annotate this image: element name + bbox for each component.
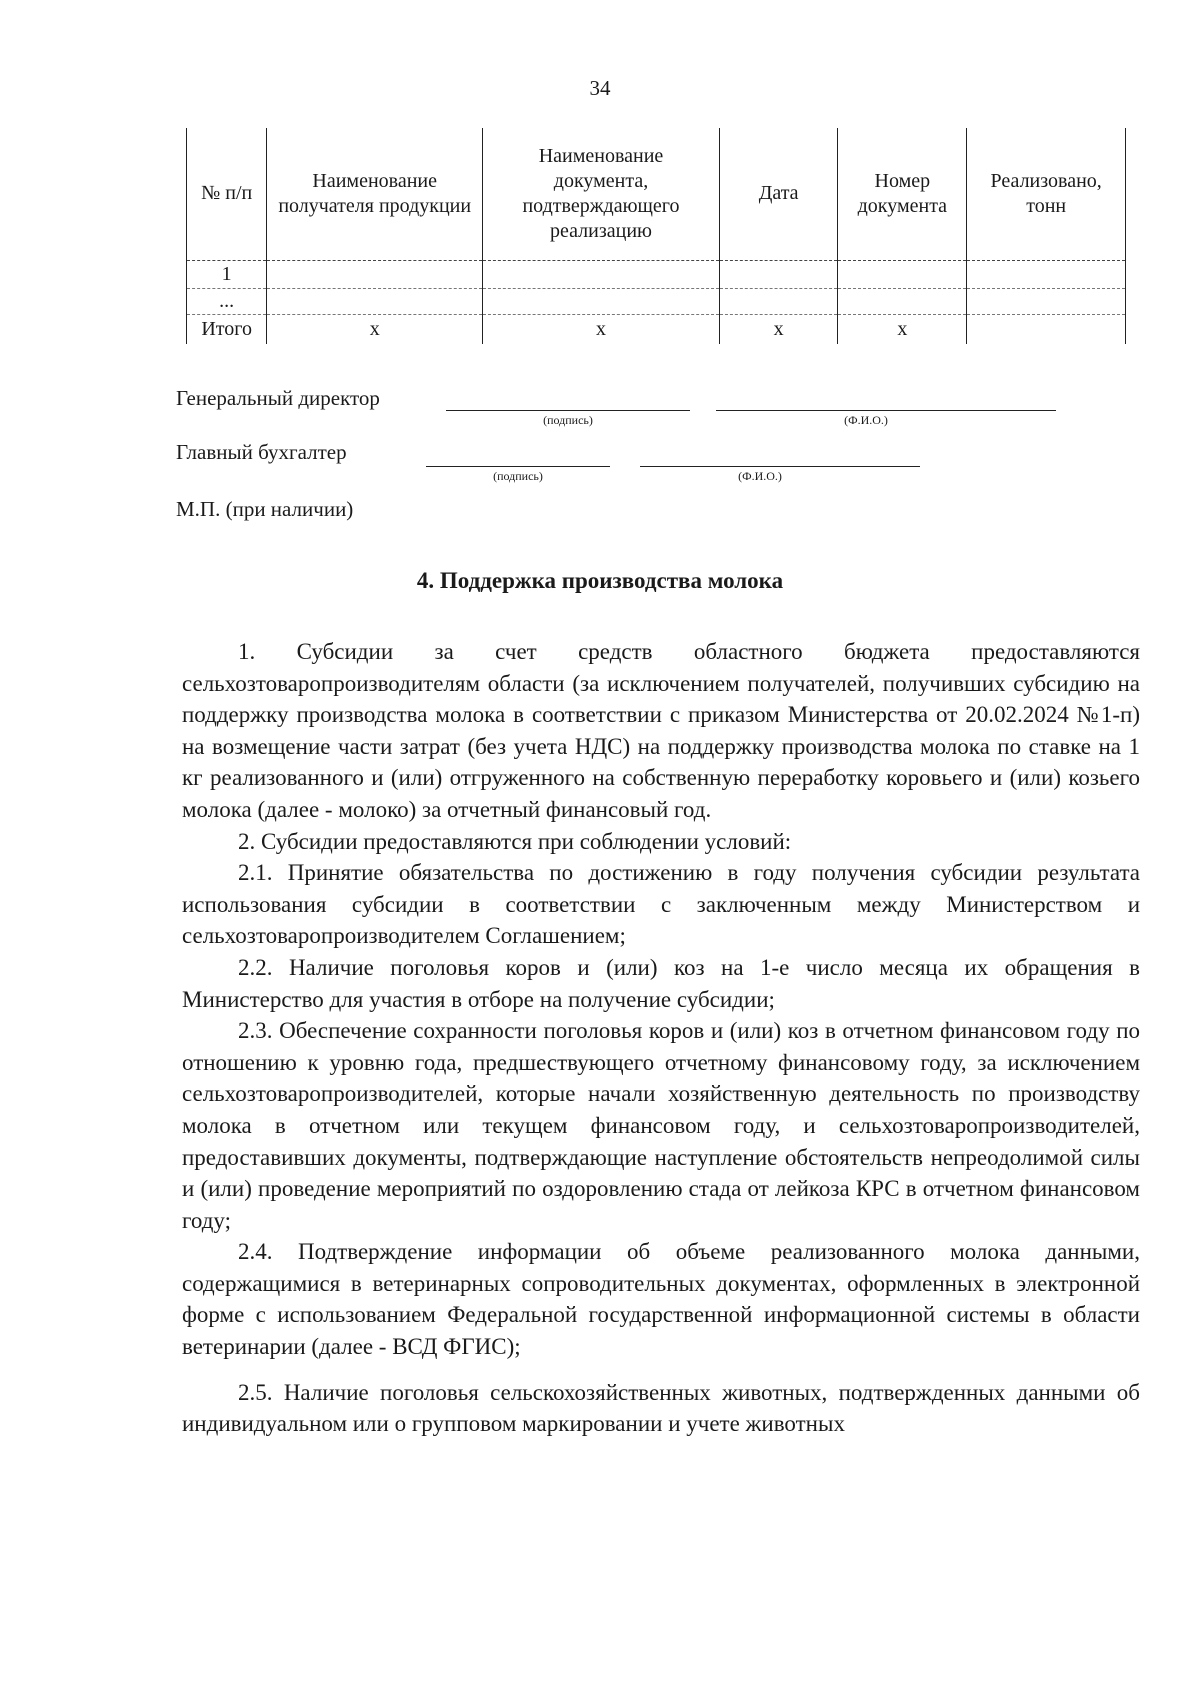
table-cell	[838, 288, 967, 314]
table-cell	[719, 288, 837, 314]
accountant-signature-caption: (подпись)	[493, 469, 543, 483]
header-recipient: Наименование получателя продукции	[267, 128, 483, 260]
table-cell: х	[719, 314, 837, 344]
table-cell	[719, 260, 837, 288]
paragraph: 1. Субсидии за счет средств областного бюджета предоставляются сельхозтоваропроизводителям области (за исключением получателей, получивших субсидию на поддержку производства молока в соответствии с приказом Министерства от 20.02.2024 №1-п) на возмещение части затрат (без учета НДС) на поддержку производства молока по ставке на 1 кг реализованного и (или) отгруженного на собственную переработку коровьего и (или) козьего молока (далее - молоко) за отчетный финансовый год.	[182, 639, 1140, 822]
paragraph: 2.1. Принятие обязательства по достижению в году получения субсидии результата использования субсидии в соответствии с заключенным между Министерством и сельхозтоваропроизводителем Соглашением;	[182, 860, 1140, 949]
header-date: Дата	[719, 128, 837, 260]
table-row	[187, 288, 1126, 314]
paragraph: 2.5. Наличие поголовья сельскохозяйственных животных, подтвержденных данными об индивидуальном или о групповом маркировании и учете животных	[182, 1379, 1140, 1437]
header-number: № п/п	[187, 128, 267, 260]
section-heading: 4. Поддержка производства молока	[416, 568, 784, 593]
page-number: 34	[589, 76, 611, 100]
table-cell	[267, 260, 483, 288]
table-total-row	[187, 314, 1126, 344]
table-cell	[838, 260, 967, 288]
table-cell: 1	[187, 260, 267, 288]
accountant-label: Главный бухгалтер	[176, 440, 347, 464]
director-name-line	[716, 410, 1056, 411]
director-signature-line	[446, 410, 690, 411]
paragraph: 2. Субсидии предоставляются при соблюдении условий:	[238, 828, 792, 854]
paragraph: 2.2. Наличие поголовья коров и (или) коз на 1-е число месяца их обращения в Министерство для участия в отборе на получение субсидии;	[182, 954, 1140, 1012]
table-cell: х	[483, 314, 720, 344]
header-sold-tons: Реализовано, тонн	[967, 128, 1126, 260]
table-cell: х	[267, 314, 483, 344]
table-cell	[483, 288, 720, 314]
accountant-name-line	[640, 466, 920, 467]
table-cell: Итого	[187, 314, 267, 344]
header-document-number: Номер документа	[838, 128, 967, 260]
table-header-row	[187, 128, 1126, 260]
table-cell	[967, 314, 1126, 344]
table-cell	[967, 288, 1126, 314]
table-cell	[967, 260, 1126, 288]
table-row	[187, 260, 1126, 288]
sales-report-table	[186, 128, 1126, 344]
table-cell	[267, 288, 483, 314]
header-document-name: Наименование документа, подтверждающего реализацию	[483, 128, 720, 260]
paragraph: 2.3. Обеспечение сохранности поголовья коров и (или) коз в отчетном финансовом году по отношению к уровню года, предшествующего отчетному финансовому году, за исключением сельхозтоваропроизводителей, которые начали хозяйственную деятельность по производству молока в отчетном или текущем финансовом году, и сельхозтоваропроизводителей, предоставивших документы, подтверждающие наступление обстоятельств непреодолимой силы и (или) проведение мероприятий по оздоровлению стада от лейкоза КРС в отчетном финансовом году;	[182, 1018, 1140, 1233]
table-cell: х	[838, 314, 967, 344]
director-name-caption: (Ф.И.О.)	[844, 413, 888, 427]
table-cell	[483, 260, 720, 288]
accountant-name-caption: (Ф.И.О.)	[738, 469, 782, 483]
director-label: Генеральный директор	[176, 386, 380, 410]
table-cell: ...	[187, 288, 267, 314]
accountant-signature-line	[426, 466, 610, 467]
stamp-label: М.П. (при наличии)	[176, 497, 354, 521]
director-signature-caption: (подпись)	[543, 413, 593, 427]
section-body	[182, 636, 1140, 1440]
paragraph: 2.4. Подтверждение информации об объеме реализованного молока данными, содержащимися в ветеринарных сопроводительных документах, оформленных в электронной форме с использованием Федеральной государственной информационной системы в области ветеринарии (далее - ВСД ФГИС);	[182, 1239, 1140, 1360]
